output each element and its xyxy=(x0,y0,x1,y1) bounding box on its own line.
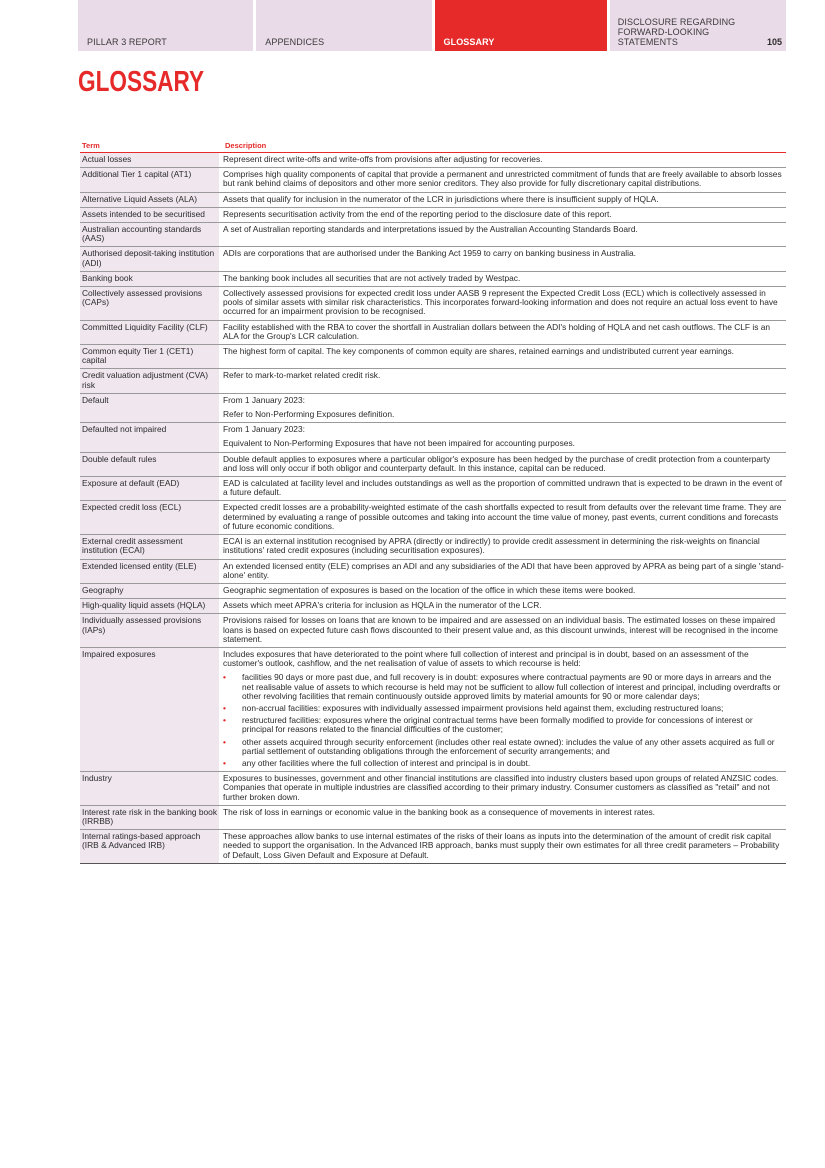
table-row xyxy=(80,806,786,830)
glossary-description xyxy=(223,287,786,320)
glossary-description xyxy=(223,153,786,167)
glossary-term: Additional Tier 1 capital (AT1) xyxy=(80,168,219,191)
description-paragraph: Assets that qualify for inclusion in the numerator of the LCR in jurisdictions where there is insufficient supply of HQLA. xyxy=(223,193,659,204)
glossary-description xyxy=(223,772,786,805)
glossary-description xyxy=(223,223,786,246)
glossary-description xyxy=(223,501,786,534)
table-row xyxy=(80,287,786,321)
glossary-description xyxy=(223,477,786,500)
table-row xyxy=(80,830,786,864)
glossary-term: Authorised deposit-taking institution (ADI) xyxy=(80,247,219,270)
tab-disclosure[interactable] xyxy=(610,0,786,51)
glossary-description xyxy=(223,648,786,771)
page-number: 105 xyxy=(766,37,783,47)
table-row xyxy=(80,223,786,247)
table-body xyxy=(80,153,786,864)
glossary-term: Internal ratings-based approach (IRB & Advanced IRB) xyxy=(80,830,219,863)
glossary-description xyxy=(223,423,786,451)
table-row xyxy=(80,477,786,501)
glossary-term: Australian accounting standards (AAS) xyxy=(80,223,219,246)
table-row xyxy=(80,247,786,271)
glossary-description xyxy=(223,830,786,863)
glossary-term: Exposure at default (EAD) xyxy=(80,477,219,500)
page-title: GLOSSARY xyxy=(78,66,205,98)
list-item-text: non-accrual facilities: exposures with individually assessed impairment provisions held against them, excluding restructured loans; xyxy=(242,702,724,713)
description-paragraph: From 1 January 2023: xyxy=(223,424,305,435)
table-row xyxy=(80,208,786,223)
list-item xyxy=(223,673,784,701)
description-paragraph: ECAI is an external institution recognised by APRA (directly or indirectly) to provide credit assessment in determining the risk-weights on financial institutions' rated credit exposures (including securitisation exposures). xyxy=(223,536,760,556)
glossary-description xyxy=(223,247,786,270)
glossary-term: Banking book xyxy=(80,272,219,286)
column-header-term: Term xyxy=(82,141,100,150)
glossary-term: High-quality liquid assets (HQLA) xyxy=(80,599,219,613)
table-row xyxy=(80,535,786,559)
tab-pillar3-report[interactable] xyxy=(78,0,253,51)
description-paragraph: The banking book includes all securities that are not actively traded by Westpac. xyxy=(223,272,521,283)
description-paragraph: From 1 January 2023: xyxy=(223,394,305,405)
glossary-term: Common equity Tier 1 (CET1) capital xyxy=(80,345,219,368)
description-paragraph: Facility established with the RBA to cover the shortfall in Australian dollars between the ADI's holding of HQLA and net cash outflows. The CLF is an ALA for the Group's LCR calculation. xyxy=(223,321,771,341)
bullet-icon: • xyxy=(223,757,226,768)
table-row xyxy=(80,584,786,599)
bullet-icon: • xyxy=(223,736,226,747)
tab-glossary[interactable] xyxy=(435,0,607,51)
tab-label: PILLAR 3 REPORT xyxy=(87,37,167,47)
glossary-term: Committed Liquidity Facility (CLF) xyxy=(80,321,219,344)
description-paragraph: Comprises high quality components of capital that provide a permanent and unrestricted commitment of funds that are freely available to absorb losses but rank behind claims of depositors and other more senior creditors. They also provide for fully discretionary capital distributions. xyxy=(223,169,782,189)
list-item-text: any other facilities where the full collection of interest and principal is in doubt. xyxy=(242,757,531,768)
glossary-term: Credit valuation adjustment (CVA) risk xyxy=(80,369,219,392)
tab-label: APPENDICES xyxy=(265,37,325,47)
glossary-term: Individually assessed provisions (IAPs) xyxy=(80,614,219,647)
table-row xyxy=(80,153,786,168)
glossary-description xyxy=(223,321,786,344)
glossary-description xyxy=(223,168,786,191)
description-paragraph: Assets which meet APRA's criteria for inclusion as HQLA in the numerator of the LCR. xyxy=(223,600,542,611)
glossary-term: Geography xyxy=(80,584,219,598)
glossary-term: Extended licensed entity (ELE) xyxy=(80,560,219,583)
table-row xyxy=(80,599,786,614)
glossary-description xyxy=(223,806,786,829)
list-item xyxy=(223,716,784,734)
table-row xyxy=(80,193,786,208)
table-row xyxy=(80,321,786,345)
tab-label: GLOSSARY xyxy=(443,37,495,47)
glossary-term: Defaulted not impaired xyxy=(80,423,219,451)
table-row xyxy=(80,272,786,287)
list-item-text: facilities 90 days or more past due, and full recovery is in doubt: exposures where contractual payments are 90 or more days in arrears and the net realisable value of assets to which recourse is held may not be sufficient to allow full collection of interest and principal, including overdrafts or other revolving facilities that remain continuously outside approved limits by material amounts for 90 or more calendar days; xyxy=(242,672,781,701)
description-paragraph: Refer to Non-Performing Exposures definition. xyxy=(223,409,395,420)
list-item xyxy=(223,704,784,713)
description-paragraph: Equivalent to Non-Performing Exposures that have not been impaired for accounting purposes. xyxy=(223,438,575,449)
description-paragraph: Represent direct write-offs and write-offs from provisions after adjusting for recoveries. xyxy=(223,154,543,164)
description-paragraph: The risk of loss in earnings or economic value in the banking book as a consequence of movements in interest rates. xyxy=(223,806,656,817)
glossary-term: Default xyxy=(80,394,219,422)
description-paragraph: These approaches allow banks to use internal estimates of the risks of their loans as inputs into the determination of the amount of credit risk capital needed to support the organisation. In the Advanced IRB approach, banks must supply their own estimates for all three credit parameters – Probability of Default, Loss Given Default and Exposure at Default. xyxy=(223,831,780,860)
bullet-list xyxy=(223,673,784,768)
list-item xyxy=(223,759,784,768)
table-row xyxy=(80,168,786,192)
glossary-description xyxy=(223,345,786,368)
glossary-description xyxy=(223,599,786,613)
bullet-icon: • xyxy=(223,672,226,683)
glossary-term: Alternative Liquid Assets (ALA) xyxy=(80,193,219,207)
glossary-term: Assets intended to be securitised xyxy=(80,208,219,222)
glossary-description xyxy=(223,453,786,476)
description-paragraph: EAD is calculated at facility level and includes outstandings as well as the proportion of committed undrawn that is expected to be drawn in the event of a future default. xyxy=(223,478,783,498)
description-paragraph: ADIs are corporations that are authorised under the Banking Act 1959 to carry on banking business in Australia. xyxy=(223,248,636,259)
column-header-description: Description xyxy=(225,141,267,150)
header-tabs xyxy=(78,0,786,51)
table-row xyxy=(80,501,786,535)
list-item xyxy=(223,738,784,756)
glossary-term: Double default rules xyxy=(80,453,219,476)
description-paragraph: Refer to mark-to-market related credit risk. xyxy=(223,370,381,381)
glossary-term: Interest rate risk in the banking book (IRRBB) xyxy=(80,806,219,829)
table-row xyxy=(80,394,786,423)
glossary-term: Actual losses xyxy=(80,153,219,167)
glossary-description xyxy=(223,614,786,647)
glossary-table xyxy=(80,139,786,864)
description-paragraph: Collectively assessed provisions for expected credit loss under AASB 9 represent the Expected Credit Loss (ECL) which is collectively assessed in pools of similar assets with similar risk characteristics. This incorporates forward-looking information and does not require an actual loss event to have occurred for an impairment provision to be recognised. xyxy=(223,288,778,317)
glossary-description xyxy=(223,208,786,222)
glossary-description xyxy=(223,560,786,583)
table-row xyxy=(80,423,786,452)
tab-appendices[interactable] xyxy=(256,0,431,51)
bullet-icon: • xyxy=(223,702,226,713)
table-header xyxy=(80,139,786,153)
description-paragraph: A set of Australian reporting standards and interpretations issued by the Australian Accounting Standards Board. xyxy=(223,224,638,235)
list-item-text: restructured facilities: exposures where the original contractual terms have been formally modified to provide for concessions of interest or principal for reasons related to the financial difficulties of the customer; xyxy=(242,715,753,735)
description-paragraph: Represents securitisation activity from the end of the reporting period to the disclosure date of this report. xyxy=(223,208,612,219)
description-paragraph: The highest form of capital. The key components of common equity are shares, retained earnings and undistributed current year earnings. xyxy=(223,346,735,357)
description-paragraph: An extended licensed entity (ELE) comprises an ADI and any subsidiaries of the ADI that have been approved by APRA as being part of a single 'stand-alone' entity. xyxy=(223,560,784,580)
description-paragraph: Expected credit losses are a probability-weighted estimate of the cash shortfalls expected to result from defaults over the relevant time frame. They are determined by evaluating a range of possible outcomes and taking into account the time value of money, past events, current conditions and forecasts of future economic conditions. xyxy=(223,502,782,531)
description-paragraph: Exposures to businesses, government and other financial institutions are classified into industry clusters based upon groups of related ANZSIC codes. Companies that operate in multiple industries are classified according to their primary industry. Consumer customers as classified as "retail" and not further broken down. xyxy=(223,773,779,802)
table-row xyxy=(80,614,786,648)
glossary-description xyxy=(223,584,786,598)
table-row xyxy=(80,648,786,772)
glossary-description xyxy=(223,369,786,392)
glossary-description xyxy=(223,193,786,207)
table-row xyxy=(80,369,786,393)
table-row xyxy=(80,560,786,584)
table-row xyxy=(80,772,786,806)
glossary-term: External credit assessment institution (ECAI) xyxy=(80,535,219,558)
glossary-term: Impaired exposures xyxy=(80,648,219,771)
glossary-description xyxy=(223,535,786,558)
description-paragraph: Includes exposures that have deteriorated to the point where full collection of interest and principal is in doubt, based on an assessment of the customer's outlook, cashflow, and the net realisation of value of assets to which recourse is held: xyxy=(223,648,749,669)
glossary-description xyxy=(223,394,786,422)
description-paragraph: Geographic segmentation of exposures is based on the location of the office in which these items were booked. xyxy=(223,584,636,595)
bullet-icon: • xyxy=(223,715,226,726)
glossary-term: Collectively assessed provisions (CAPs) xyxy=(80,287,219,320)
table-row xyxy=(80,453,786,477)
table-row xyxy=(80,345,786,369)
description-paragraph: Provisions raised for losses on loans that are known to be impaired and are assessed on an individual basis. The estimated losses on these impaired loans is based on expected future cash flows discounted to their present value and, as this discount unwinds, interest will be recognised in the income statement. xyxy=(223,615,778,644)
glossary-term: Industry xyxy=(80,772,219,805)
glossary-description xyxy=(223,272,786,286)
list-item-text: other assets acquired through security enforcement (includes other real estate owned): includes the value of any other assets acquired as full or partial settlement of outstanding obligations through the enforcement of security arrangements; and xyxy=(242,736,775,756)
tab-label: DISCLOSURE REGARDING FORWARD-LOOKING STATEMENTS xyxy=(617,17,736,47)
glossary-term: Expected credit loss (ECL) xyxy=(80,501,219,534)
description-paragraph: Double default applies to exposures where a particular obligor's exposure has been hedged by the purchase of credit protection from a counterparty and loss will only occur if both obligor and counterparty default. In this instance, capital can be reduced. xyxy=(223,453,771,473)
